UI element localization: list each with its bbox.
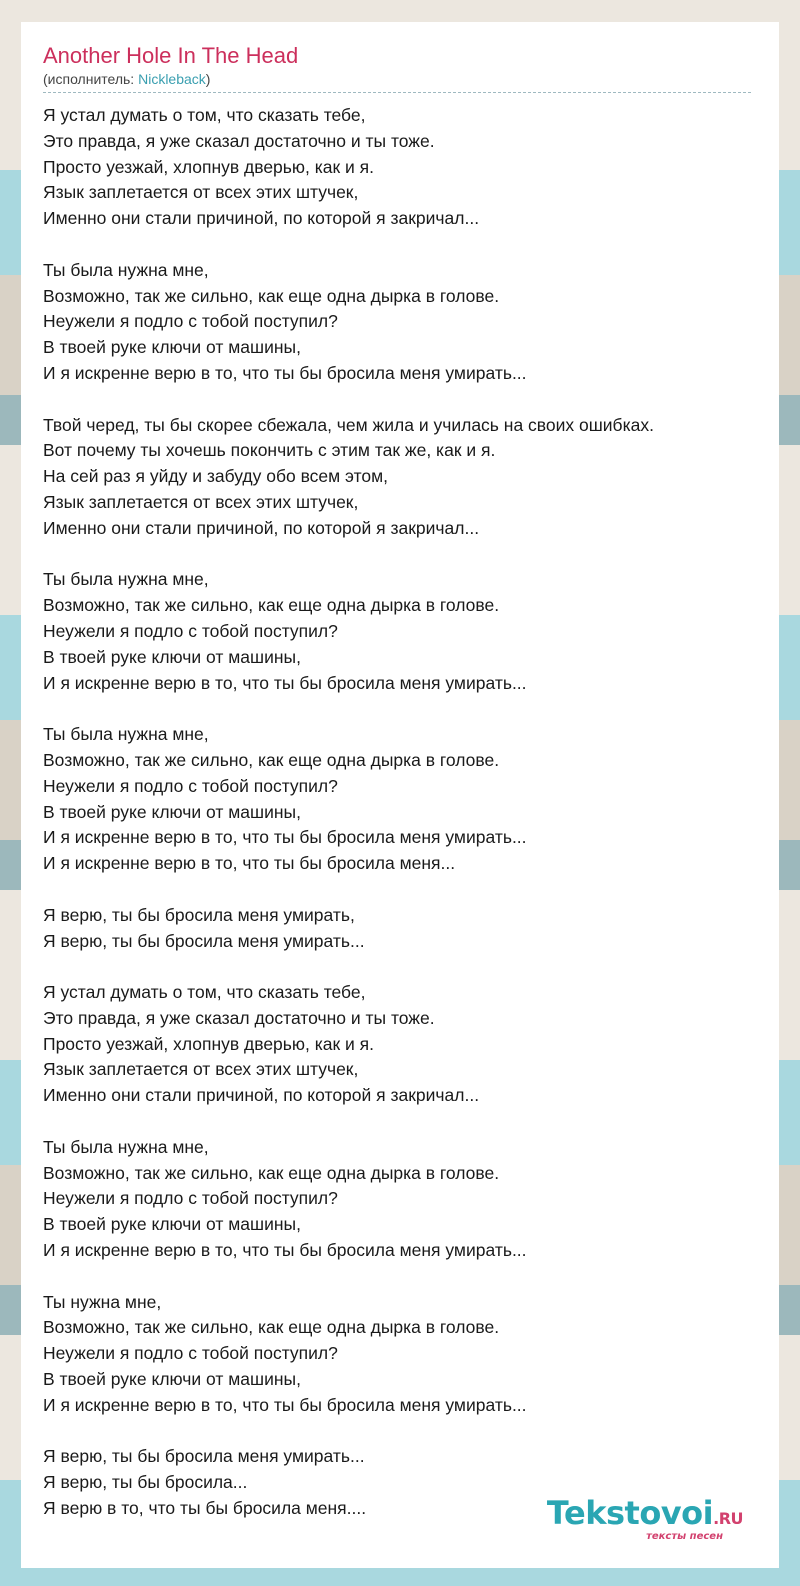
lyrics-line: В твоей руке ключи от машины, [43, 1214, 301, 1235]
lyrics-line: В твоей руке ключи от машины, [43, 337, 301, 358]
lyrics-stanza [43, 103, 759, 232]
lyrics-line: Вот почему ты хочешь покончить с этим так же, как и я. [43, 440, 496, 461]
lyrics-line: Возможно, так же сильно, как еще одна дырка в голове. [43, 595, 500, 616]
lyrics-line: Ты была нужна мне, [43, 724, 209, 745]
artist-line [43, 70, 751, 93]
lyrics-line: Это правда, я уже сказал достаточно и ты тоже. [43, 1007, 435, 1028]
lyrics-line: Я верю, ты бы бросила меня умирать... [43, 1446, 365, 1467]
lyrics-line: Я верю в то, что ты бы бросила меня.... [43, 1498, 367, 1519]
artist-suffix: ) [205, 71, 211, 87]
lyrics-stanza [43, 1290, 759, 1419]
lyrics-line: И я искренне верю в то, что ты бы бросила меня умирать... [43, 827, 527, 848]
lyrics-stanza [43, 1135, 759, 1264]
lyrics-line: Именно они стали причиной, по которой я закричал... [43, 208, 480, 229]
song-title: Another Hole In The Head [43, 43, 299, 68]
lyrics-stanza [43, 413, 759, 542]
lyrics-line: Это правда, я уже сказал достаточно и ты тоже. [43, 130, 435, 151]
lyrics-line: В твоей руке ключи от машины, [43, 1369, 301, 1390]
lyrics-line: Именно они стали причиной, по которой я закричал... [43, 1085, 480, 1106]
lyrics-line: Ты была нужна мне, [43, 1136, 209, 1157]
lyrics-line: Неужели я подло с тобой поступил? [43, 620, 338, 641]
lyrics-line: Возможно, так же сильно, как еще одна дырка в голове. [43, 749, 500, 770]
lyrics-line: Просто уезжай, хлопнув дверью, как и я. [43, 156, 375, 177]
logo-name: Tekstovoi [546, 1494, 714, 1532]
lyrics-line: И я искренне верю в то, что ты бы бросила меня... [43, 853, 456, 874]
lyrics-line: Я верю, ты бы бросила... [43, 1472, 248, 1493]
site-logo[interactable] [546, 1494, 743, 1542]
lyrics-body [43, 103, 759, 1522]
lyrics-line: Неужели я подло с тобой поступил? [43, 1188, 338, 1209]
lyrics-line: И я искренне верю в то, что ты бы бросила меня умирать... [43, 1394, 527, 1415]
lyrics-line: Ты была нужна мне, [43, 259, 209, 280]
lyrics-line: Твой черед, ты бы скорее сбежала, чем жила и училась на своих ошибках. [43, 414, 654, 435]
lyrics-stanza [43, 258, 759, 387]
lyrics-line: И я искренне верю в то, что ты бы бросила меня умирать... [43, 362, 527, 383]
logo-tagline: тексты песен [646, 1531, 723, 1542]
lyrics-stanza [43, 722, 759, 877]
lyrics-line: Возможно, так же сильно, как еще одна дырка в голове. [43, 285, 500, 306]
lyrics-line: И я искренне верю в то, что ты бы бросила меня умирать... [43, 672, 527, 693]
lyrics-line: Я устал думать о том, что сказать тебе, [43, 105, 366, 125]
lyrics-line: И я искренне верю в то, что ты бы бросила меня умирать... [43, 1240, 527, 1261]
lyrics-line: Язык заплетается от всех этих штучек, [43, 1059, 359, 1080]
lyrics-line: Возможно, так же сильно, как еще одна дырка в голове. [43, 1162, 500, 1183]
artist-prefix: (исполнитель: [43, 71, 139, 87]
artist-link[interactable]: Nickleback [138, 71, 206, 87]
lyrics-line: Язык заплетается от всех этих штучек, [43, 182, 359, 203]
lyrics-line: Неужели я подло с тобой поступил? [43, 1343, 338, 1364]
lyrics-stanza [43, 567, 759, 696]
logo-tld: .RU [713, 1509, 743, 1528]
lyrics-line: На сей раз я уйду и забуду обо всем этом, [43, 466, 389, 487]
lyrics-line: Ты нужна мне, [43, 1291, 162, 1312]
lyrics-stanza [43, 903, 759, 955]
lyrics-line: Я верю, ты бы бросила меня умирать... [43, 930, 365, 951]
lyrics-card [21, 22, 779, 1568]
lyrics-line: Я верю, ты бы бросила меня умирать, [43, 904, 355, 925]
lyrics-line: Неужели я подло с тобой поступил? [43, 311, 338, 332]
lyrics-line: Ты была нужна мне, [43, 569, 209, 590]
lyrics-line: В твоей руке ключи от машины, [43, 646, 301, 667]
lyrics-stanza [43, 980, 759, 1109]
lyrics-line: Язык заплетается от всех этих штучек, [43, 491, 359, 512]
lyrics-line: В твоей руке ключи от машины, [43, 801, 301, 822]
lyrics-line: Неужели я подло с тобой поступил? [43, 775, 338, 796]
lyrics-line: Я устал думать о том, что сказать тебе, [43, 982, 366, 1003]
lyrics-line: Просто уезжай, хлопнув дверью, как и я. [43, 1033, 375, 1054]
lyrics-line: Возможно, так же сильно, как еще одна дырка в голове. [43, 1317, 500, 1338]
lyrics-line: Именно они стали причиной, по которой я закричал... [43, 517, 480, 538]
logo-wordmark [546, 1494, 743, 1535]
